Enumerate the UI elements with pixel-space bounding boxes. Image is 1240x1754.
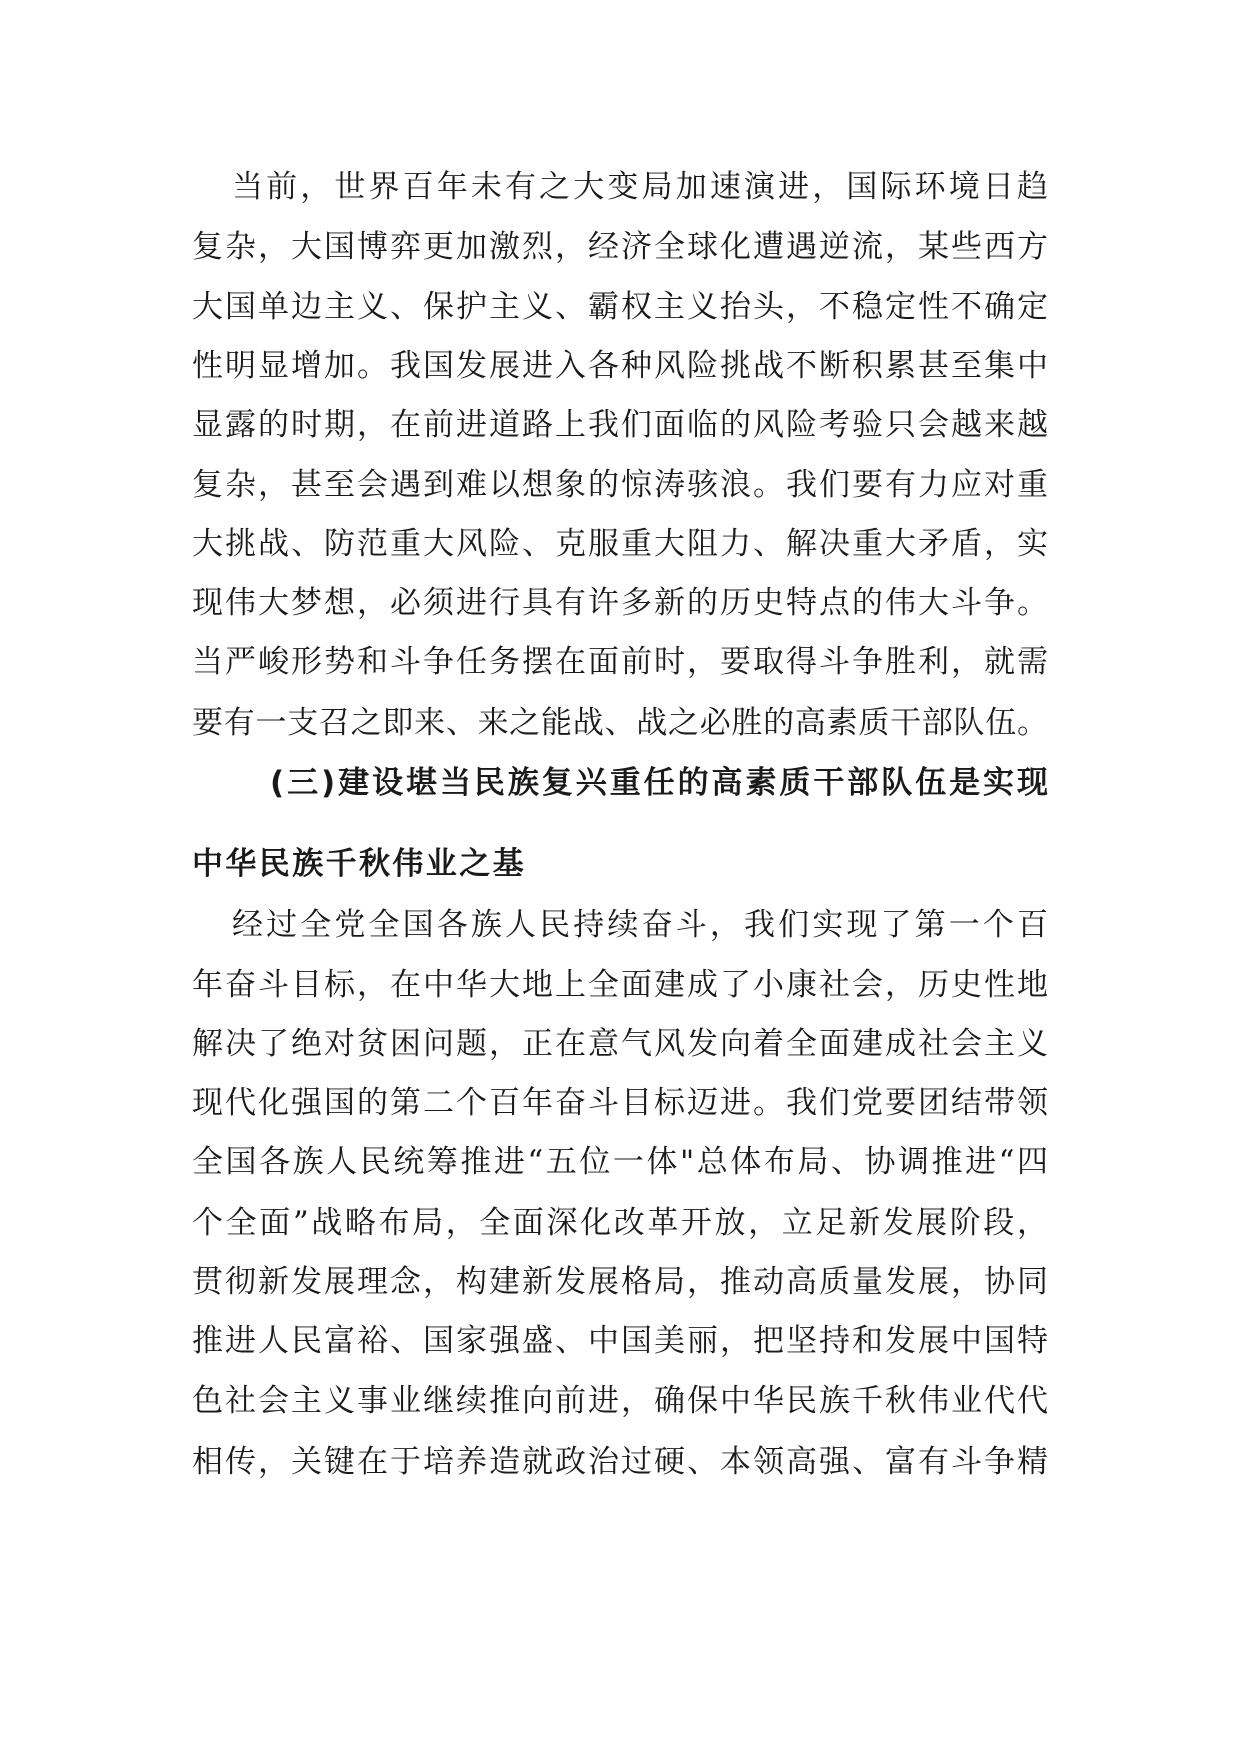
paragraph-line: 个全面”战略布局，全面深化改革开放，立足新发展阶段， xyxy=(192,1205,1048,1241)
paragraph-line: 复杂，大国博弈更加激烈，经济全球化遭遇逆流，某些西方 xyxy=(192,229,1048,265)
paragraph-line: 推进人民富裕、国家强盛、中国美丽，把坚持和发展中国特 xyxy=(192,1323,1048,1359)
section-heading-line: (三)建设堪当民族复兴重任的高素质干部队伍是实现 xyxy=(270,765,1048,801)
paragraph-line: 大挑战、防范重大风险、克服重大阻力、解决重大矛盾，实 xyxy=(192,526,1048,562)
paragraph-line: 年奋斗目标，在中华大地上全面建成了小康社会，历史性地 xyxy=(192,967,1048,1003)
paragraph-line: 性明显增加。我国发展进入各种风险挑战不断积累甚至集中 xyxy=(192,348,1048,384)
paragraph-line: 经过全党全国各族人民持续奋斗，我们实现了第一个百 xyxy=(232,907,1048,943)
paragraph-line: 大国单边主义、保护主义、霸权主义抬头，不稳定性不确定 xyxy=(192,289,1048,325)
paragraph-line: 现代化强国的第二个百年奋斗目标迈进。我们党要团结带领 xyxy=(192,1085,1048,1121)
section-heading-line: 中华民族千秋伟业之基 xyxy=(192,846,526,882)
paragraph-line: 解决了绝对贫困问题，正在意气风发向着全面建成社会主义 xyxy=(192,1026,1048,1062)
paragraph-line: 相传，关键在于培养造就政治过硬、本领高强、富有斗争精 xyxy=(192,1444,1048,1480)
paragraph-line: 要有一支召之即来、来之能战、战之必胜的高素质干部队伍。 xyxy=(192,705,1048,741)
paragraph-line: 显露的时期，在前进道路上我们面临的风险考验只会越来越 xyxy=(192,407,1048,443)
paragraph-line: 现伟大梦想，必须进行具有许多新的历史特点的伟大斗争。 xyxy=(192,585,1048,621)
paragraph-line: 当严峻形势和斗争任务摆在面前时，要取得斗争胜利，就需 xyxy=(192,644,1048,680)
paragraph-line: 全国各族人民统筹推进“五位一体"总体布局、协调推进“四 xyxy=(192,1144,1048,1180)
paragraph-line: 复杂，甚至会遇到难以想象的惊涛骇浪。我们要有力应对重 xyxy=(192,467,1048,503)
paragraph-line: 色社会主义事业继续推向前进，确保中华民族千秋伟业代代 xyxy=(192,1383,1048,1419)
paragraph-line: 当前，世界百年未有之大变局加速演进，国际环境日趋 xyxy=(232,169,1048,205)
paragraph-line: 贯彻新发展理念，构建新发展格局，推动高质量发展，协同 xyxy=(192,1264,1048,1300)
